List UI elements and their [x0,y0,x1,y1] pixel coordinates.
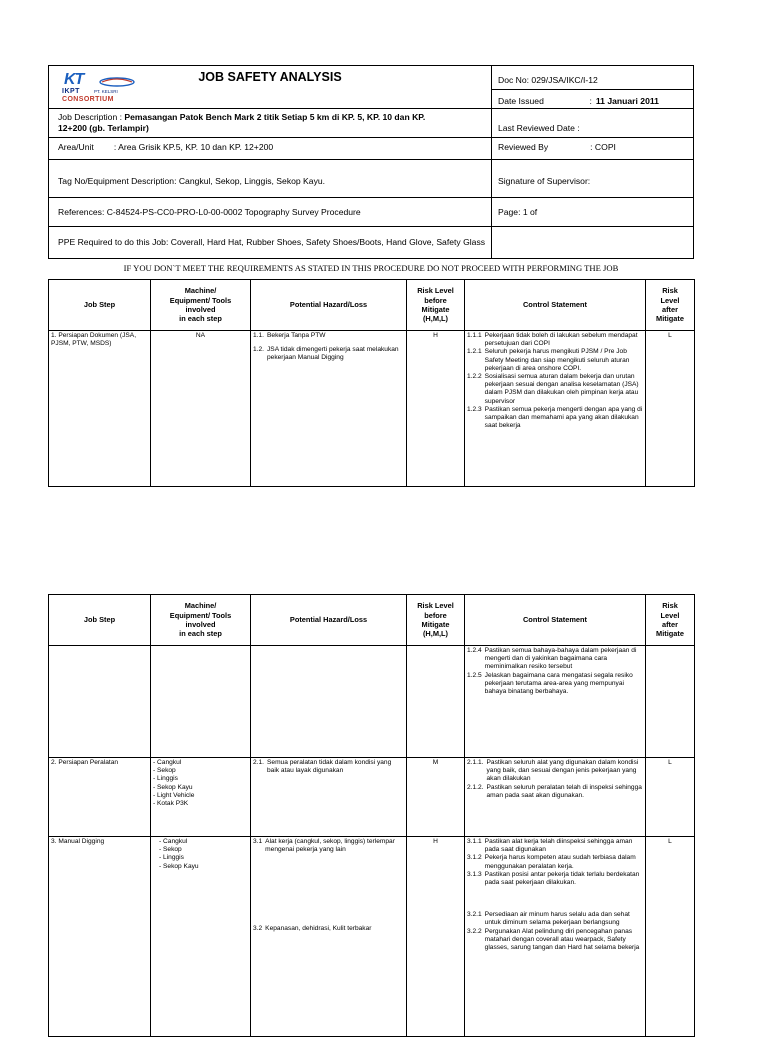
tools-cell [151,758,251,837]
jsa-table-2 [48,594,695,1037]
risk-after-cell: L [646,758,695,837]
table-row [49,837,695,1037]
date-issued: Date Issued : 11 Januari 2011 [498,96,659,106]
col-risk-after: Risk Level after Mitigate [646,595,695,646]
risk-before-cell: M [407,758,465,837]
table-row [49,758,695,837]
list-item: - Sekop Kayu [153,783,193,791]
risk-before-cell: H [407,331,465,487]
risk-after-cell: L [646,331,695,487]
list-item: - Sekop Kayu [159,862,199,870]
control-cell: 1.2.4 Pastikan semua bahaya-bahaya dalam pekerjaan di mengerti dan di yakinkan bagaimana cara meminimalkan resiko tersebut 1.2.5 Jelaskan bagaimana cara mengatasi segala resiko pekerjaan terutama area-area yang mempunyai bahaya binatang berbahaya. [465,646,646,758]
col-hazard: Potential Hazard/Loss [251,595,407,646]
col-risk-after: Risk Level after Mitigate [646,280,695,331]
control-cell: 1.1.1 Pekerjaan tidak boleh di lakukan sebelum mendapat persetujuan dari COPI 1.2.1 Seluruh pekerja harus mengikuti PJSM / Pre Job Safety Meeting dan siap mengikuti seluruh aturan pekerjaan di area onshore COPI. 1.2.2 Sosialisasi semua aturan dalam bekerja dan urutan pekerjaan sesuai dengan analisa keselamatan (JSA) dalam PJSM dan dilakukan oleh pimpinan kerja atau supervisor 1.2.3 Pastikan semua pekerja mengerti dengan apa yang di sampaikan dan memahami apa yang akan dilakukan saat bekerja [465,331,646,487]
list-item: - Light Vehicle [153,791,195,799]
hazard-cell: 3.1 Alat kerja (cangkul, sekop, linggis) terlempar mengenai pekerja yang lain 3.2 Kepanasan, dehidrasi, Kulit terbakar [251,837,407,1037]
page-number: Page: 1 of [498,207,538,217]
risk-after-cell: L [646,837,695,1037]
list-item: - Linggis [153,775,178,783]
area-unit: Area/Unit : Area Grisik KP.5, KP. 10 dan KP. 12+200 [58,142,274,152]
col-machine: Machine/ Equipment/ Tools involved in each step [151,280,251,331]
control-cell: 2.1.1. Pastikan seluruh alat yang digunakan dalam kondisi yang baik, dan sesuai dengan jenis pekerjaan yang akan dilakukan 2.1.2. Pastikan seluruh peralatan telah di inspeksi sehingga aman pada saat akan digunakan. [465,758,646,837]
col-hazard: Potential Hazard/Loss [251,280,407,331]
hazard-cell: 2.1. Semua peralatan tidak dalam kondisi yang baik atau layak digunakan [251,758,407,837]
warning-notice: IF YOU DON`T MEET THE REQUIREMENTS AS STATED IN THIS PROCEDURE DO NOT PROCEED WITH PERFORMING THE JOB [123,263,619,273]
doc-number: Doc No: 029/JSA/IKC/I-12 [498,75,598,85]
table-header-row [49,280,695,331]
header-table [48,65,694,259]
tools-cell [151,837,251,1037]
col-risk-before: Risk Level before Mitigate (H,M,L) [407,280,465,331]
reviewed-by: Reviewed By : COPI [498,142,616,152]
table-row [49,646,695,758]
last-reviewed-date: Last Reviewed Date : [498,123,580,133]
list-item: - Cangkul [153,759,182,766]
tools-cell: NA [151,331,251,487]
company-logo: KT IKPT PT. KELSRI CONSORTIUM [62,72,140,102]
list-item: - Sekop [153,767,176,775]
col-machine: Machine/ Equipment/ Tools involved in each step [151,595,251,646]
hazard-cell: 1.1. Bekerja Tanpa PTW 1.2. JSA tidak dimengerti pekerja saat melakukan pekerjaan Manual Digging [251,331,407,487]
job-step-cell: 2. Persiapan Peralatan [49,758,151,837]
supervisor-signature: Signature of Supervisor: [498,176,591,186]
job-step-cell: 1. Persiapan Dokumen (JSA, PJSM, PTW, MSDS) [49,331,151,487]
job-description: Job Description : Pemasangan Patok Bench Mark 2 titik Setiap 5 km di KP. 5, KP. 10 dan KP. 12+200 (gb. Terlampir) [58,112,426,133]
col-job-step: Job Step [49,280,151,331]
references: References: C-84524-PS-CC0-PRO-L0-00-0002 Topography Survey Procedure [58,207,361,217]
ppe-required: PPE Required to do this Job: Coverall, Hard Hat, Rubber Shoes, Safety Shoes/Boots, Hand Glove, Safety Glass [58,237,486,247]
list-item: - Sekop [159,846,182,854]
list-item: - Kotak P3K [153,800,189,808]
jsa-table-1 [48,279,695,487]
risk-before-cell: H [407,837,465,1037]
list-item: - Linggis [159,854,184,862]
col-job-step: Job Step [49,595,151,646]
table-header-row [49,595,695,646]
col-risk-before: Risk Level before Mitigate (H,M,L) [407,595,465,646]
document-title: JOB SAFETY ANALYSIS [198,70,342,84]
col-control: Control Statement [465,595,646,646]
job-step-cell: 3. Manual Digging [49,837,151,1037]
list-item: - Cangkul [159,838,188,845]
col-control: Control Statement [465,280,646,331]
control-cell: 3.1.1 Pastikan alat kerja telah diinspeksi sehingga aman pada saat digunakan 3.1.2 Pekerja harus kompeten atau sudah terbiasa dalam menggunakan peralatan kerja. 3.1.3 Pastikan posisi antar pekerja tidak terlalu berdekatan pada saat pekerjaan dilakukan. 3.2.1 Persediaan air minum harus selalu ada dan sehat untuk diminum selama pekerjaan berlangsung 3.2.2 Pergunakan Alat pelindung diri pencegahan panas matahari dengan coverall atau wearpack, Safety glasses, sarung tangan dan Hard hat selama bekerja [465,837,646,1037]
table-row [49,331,695,487]
tag-equipment: Tag No/Equipment Description: Cangkul, Sekop, Linggis, Sekop Kayu. [58,176,326,186]
